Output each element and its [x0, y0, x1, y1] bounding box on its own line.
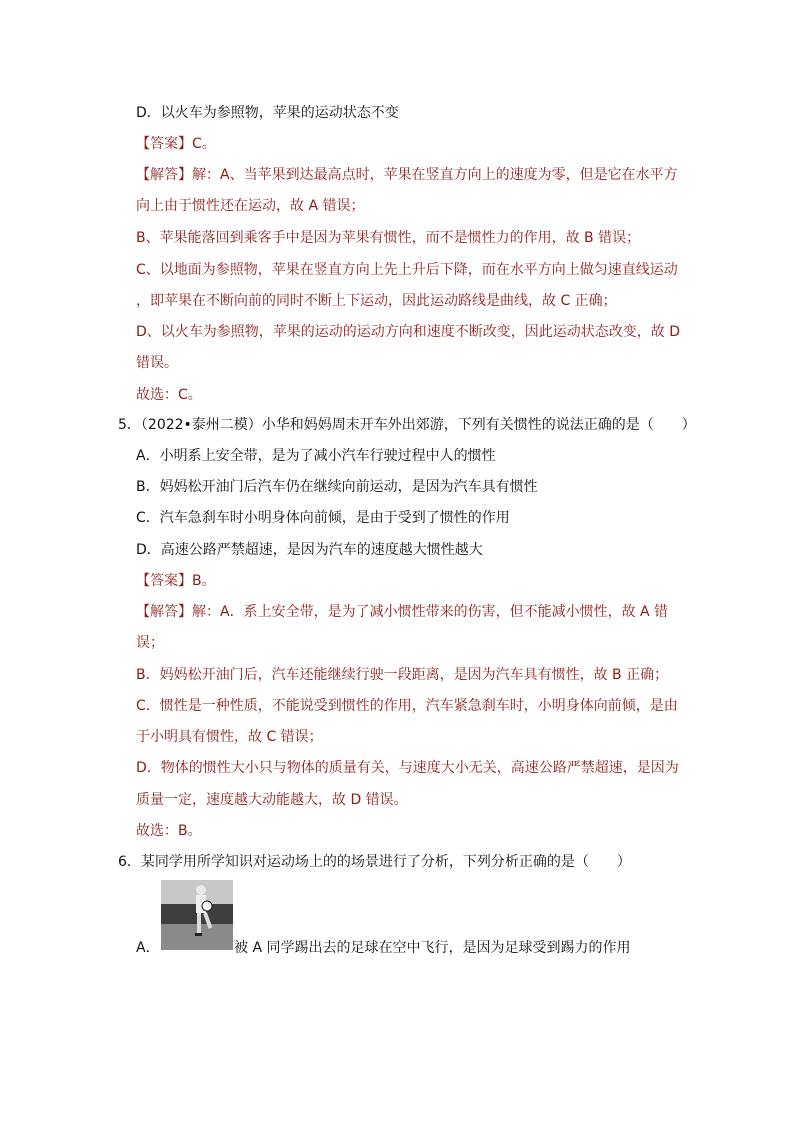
text-line [136, 540, 483, 560]
line-text: 故选：B。 [136, 823, 202, 839]
line-text: 向上由于惯性还在运动，故 A 错误； [136, 198, 365, 214]
line-text: A．小明系上安全带，是为了减小汽车行驶过程中人的惯性 [136, 448, 496, 464]
answer-label: 【答案】 [136, 136, 192, 152]
line-text: C。 [192, 136, 216, 152]
text-line [136, 821, 202, 841]
text-line [136, 322, 680, 342]
text-line [136, 633, 164, 653]
answer-label: 【解答】 [136, 604, 192, 620]
line-text: B、苹果能落回到乘客手中是因为苹果有惯性，而不是惯性力的作用，故 B 错误； [136, 230, 641, 246]
answer-label: 【解答】 [136, 167, 192, 183]
text-line [136, 508, 510, 528]
line-text: C．汽车急刹车时小明身体向前倾，是由于受到了惯性的作用 [136, 510, 510, 526]
text-line [136, 446, 496, 466]
text-line [234, 938, 630, 958]
soccer-player-illustration [161, 880, 233, 950]
line-text: 质量一定，速度越大动能越大，故 D 错误。 [136, 792, 408, 808]
line-text: 错误。 [136, 355, 178, 371]
text-line [136, 353, 178, 373]
text-line [136, 134, 216, 154]
text-line [136, 665, 668, 685]
line-text: 解：A、当苹果到达最高点时，苹果在竖直方向上的速度为零，但是它在水平方 [192, 167, 678, 183]
line-text: 5．（2022•泰州二模）小华和妈妈周末开车外出郊游，下列有关惯性的说法正确的是（ ） [118, 417, 696, 433]
text-line [136, 196, 364, 216]
text-line [136, 602, 668, 622]
line-text: D．物体的惯性大小只与物体的质量有关，与速度大小无关，高速公路严禁超速，是因为 [136, 760, 679, 776]
line-text: B。 [192, 573, 216, 589]
text-line [136, 103, 399, 123]
line-text: 故选：C。 [136, 387, 202, 403]
answer-label: 【答案】 [136, 573, 192, 589]
text-line [136, 228, 640, 248]
text-line [136, 385, 202, 405]
line-text: B．妈妈松开油门后汽车仍在继续向前运动，是因为汽车具有惯性 [136, 479, 538, 495]
text-line [136, 571, 216, 591]
line-text: D．以火车为参照物，苹果的运动状态不变 [136, 105, 399, 121]
line-text: A． [136, 940, 160, 956]
text-line [118, 415, 696, 435]
line-text: 6．某同学用所学知识对运动场上的的场景进行了分析，下列分析正确的是（ ） [118, 854, 631, 870]
line-text: C、以地面为参照物，苹果在竖直方向上先上升后下降，而在水平方向上做匀速直线运动 [136, 262, 678, 278]
text-line [136, 291, 617, 311]
text-line [136, 790, 408, 810]
line-text: 被 A 同学踢出去的足球在空中飞行，是因为足球受到踢力的作用 [234, 940, 631, 956]
line-text: ，即苹果在不断向前的同时不断上下运动，因此运动路线是曲线，故 C 正确； [136, 293, 617, 309]
text-line [136, 477, 538, 497]
text-line [136, 938, 160, 958]
line-text: 解：A．系上安全带，是为了减小惯性带来的伤害，但不能减小惯性，故 A 错 [192, 604, 669, 620]
soccer-player-photo [161, 880, 233, 950]
line-text: 于小明具有惯性，故 C 错误； [136, 729, 323, 745]
line-text: D．高速公路严禁超速，是因为汽车的速度越大惯性越大 [136, 542, 483, 558]
text-line [118, 852, 631, 872]
line-text: 误； [136, 635, 164, 651]
line-text: D、以火车为参照物，苹果的运动的运动方向和速度不断改变，因此运动状态改变，故 D [136, 324, 681, 340]
line-text: B．妈妈松开油门后，汽车还能继续行驶一段距离，是因为汽车具有惯性，故 B 正确； [136, 667, 669, 683]
text-line [136, 696, 678, 716]
text-line [136, 727, 323, 747]
text-line [136, 758, 679, 778]
text-line [136, 260, 678, 280]
line-text: C．惯性是一种性质，不能说受到惯性的作用，汽车紧急刹车时，小明身体向前倾，是由 [136, 698, 678, 714]
text-line [136, 165, 678, 185]
